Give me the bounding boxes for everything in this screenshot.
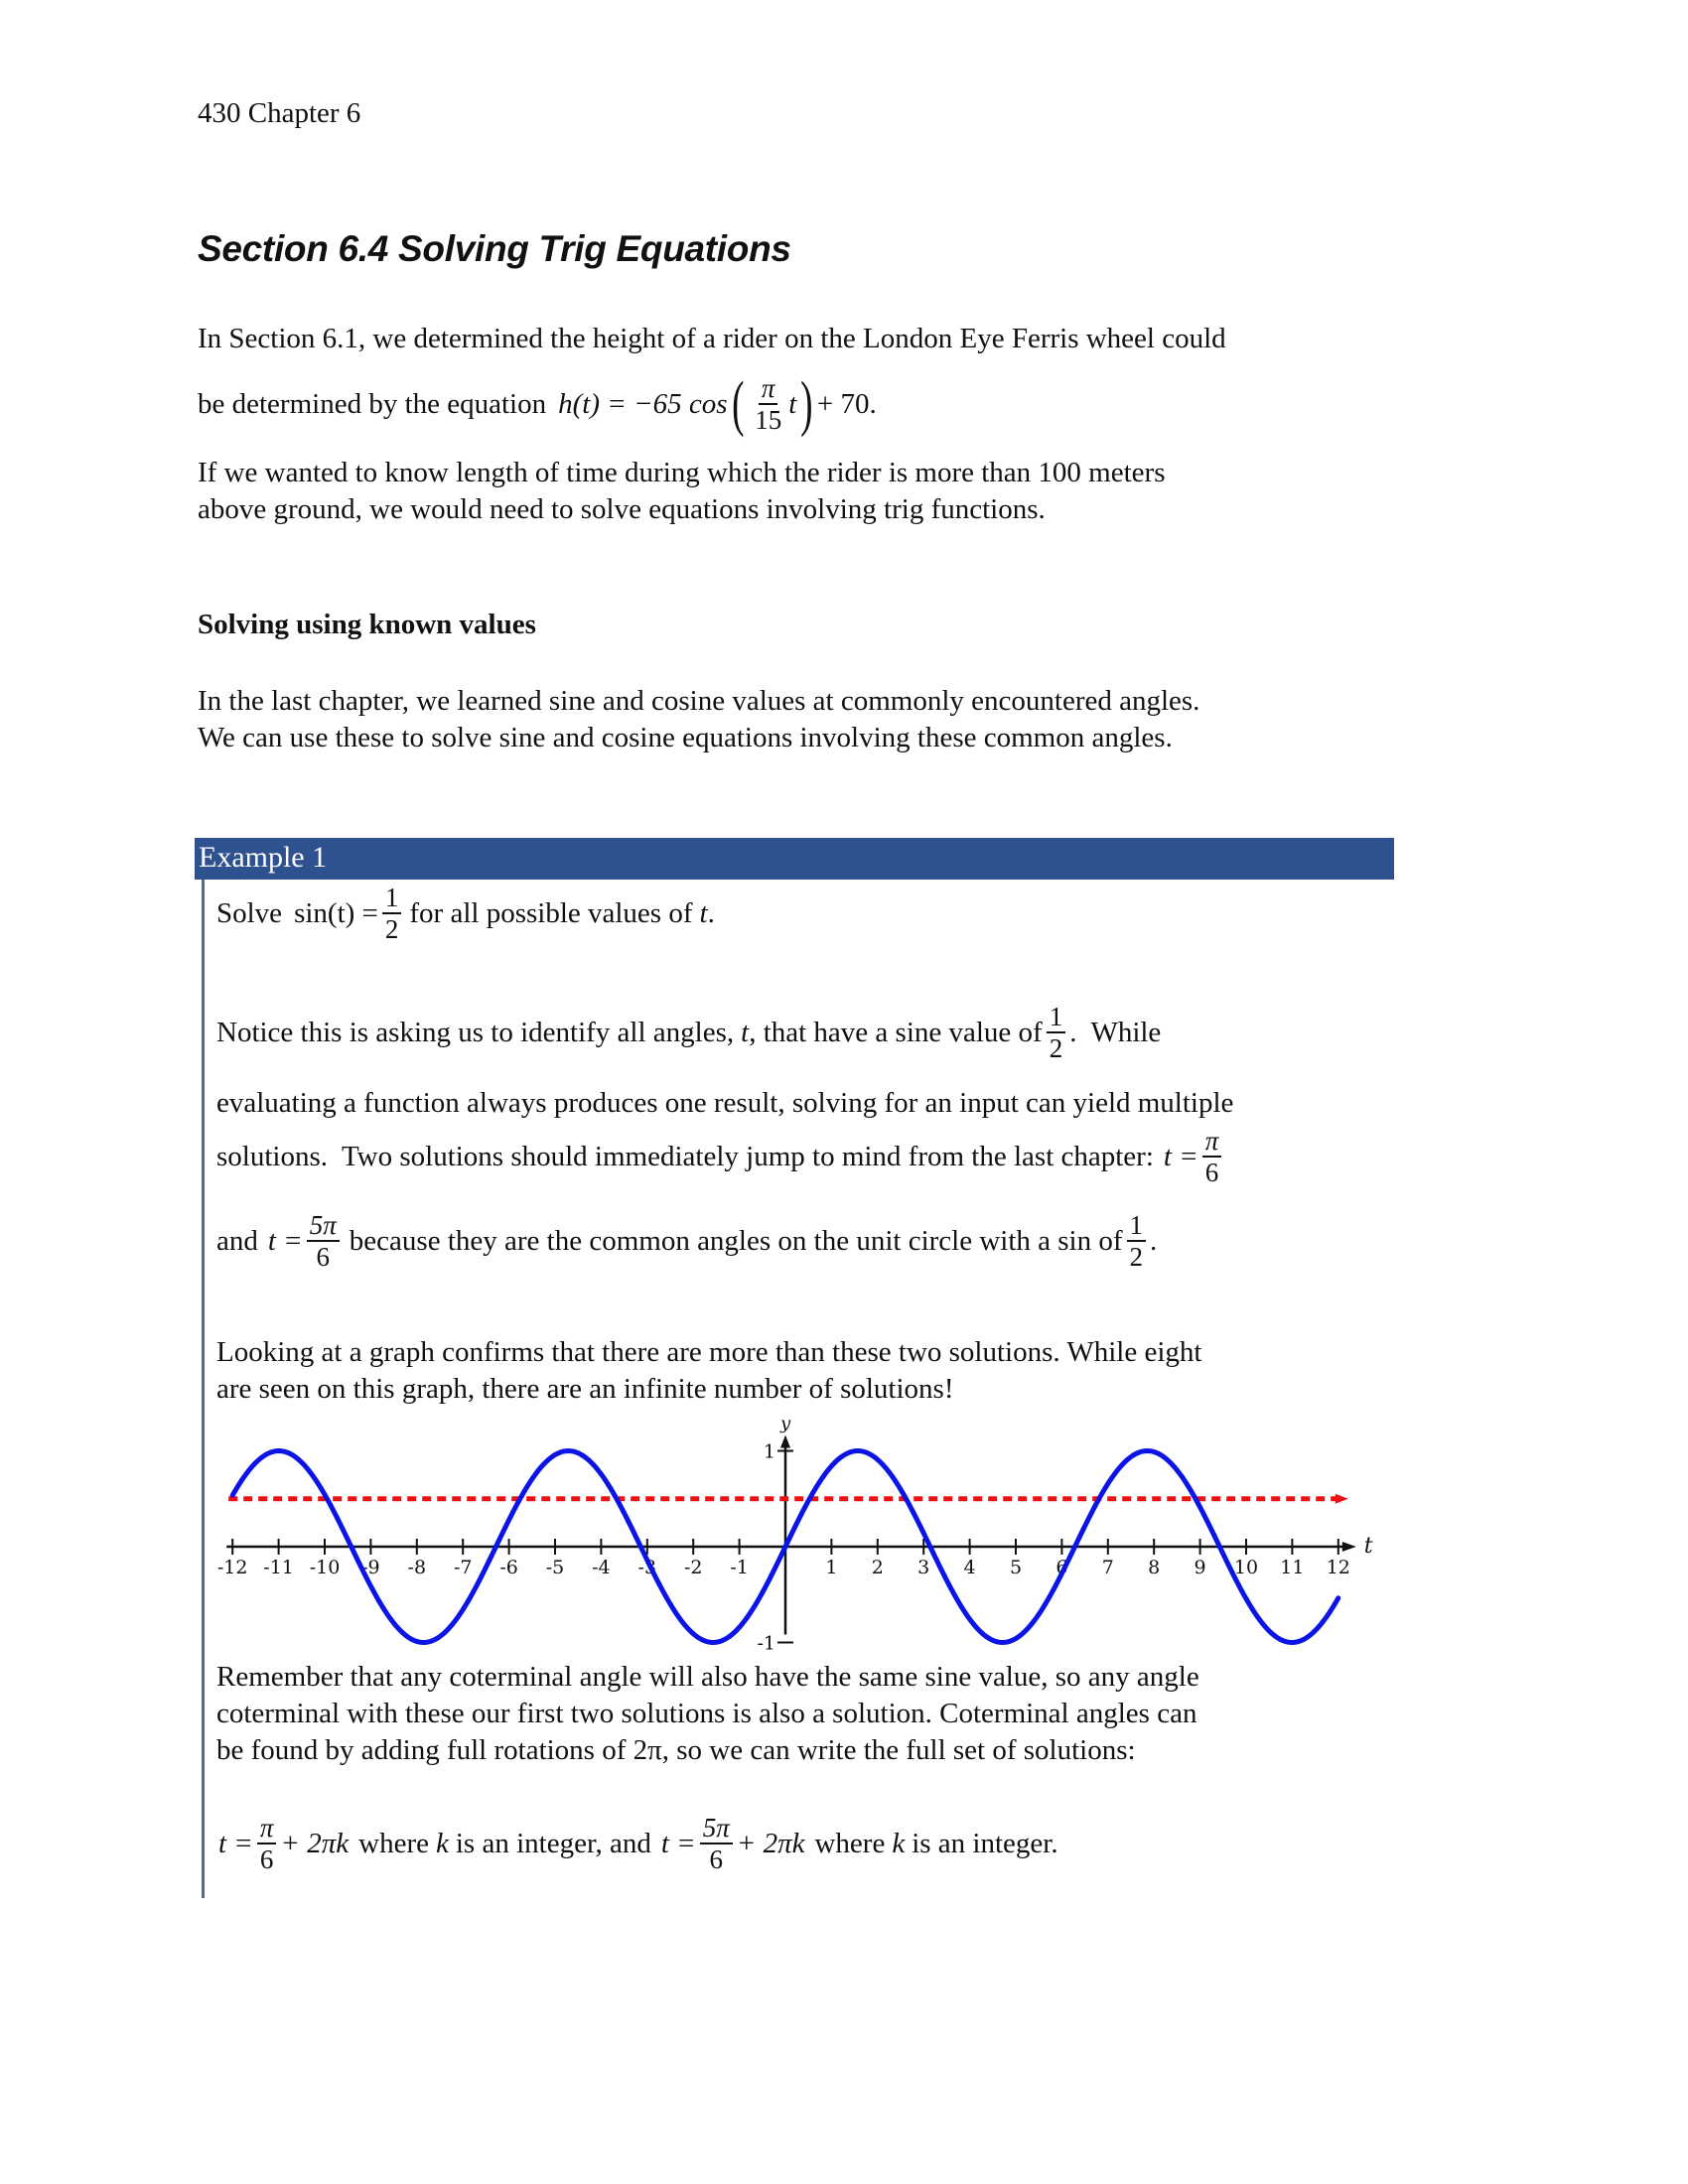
notice-line4-eq: t = <box>267 1224 303 1257</box>
solution-where2-rest: is an integer. <box>912 1827 1058 1859</box>
notice-text: Notice this is asking us to identify all angles, <box>216 1016 735 1048</box>
notice-line-2: evaluating a function always produces one result, solving for an input can yield multiple <box>216 1087 1234 1119</box>
svg-text:-1: -1 <box>757 1632 775 1655</box>
solution-k1: k <box>436 1827 449 1859</box>
svg-text:-9: -9 <box>361 1557 380 1578</box>
fraction-numerator: π <box>759 374 778 405</box>
remember-para-line-1: Remember that any coterminal angle will also have the same sine value, so any angle <box>216 1661 1199 1693</box>
equation-lhs: h(t) = −65 cos <box>558 387 728 420</box>
svg-text:-2: -2 <box>683 1557 703 1578</box>
solution-eq1: t = <box>218 1827 253 1859</box>
fraction-denominator: 2 <box>384 914 399 944</box>
solution-frac2 <box>700 1814 733 1873</box>
solution-plus1: + 2πk <box>280 1827 350 1859</box>
half-line-arrowhead <box>1336 1494 1348 1504</box>
svg-text:5: 5 <box>1009 1557 1023 1578</box>
remember-para-line-3: be found by adding full rotations of 2π, so we can write the full set of solutions: <box>216 1734 1136 1766</box>
svg-text:-12: -12 <box>216 1557 248 1578</box>
problem-prefix: Solve <box>216 896 283 929</box>
problem-suffix: for all possible values of <box>409 896 693 929</box>
svg-text:-7: -7 <box>453 1557 473 1578</box>
subsection-para-line-2: We can use these to solve sine and cosine equations involving these common angles. <box>198 722 1173 753</box>
left-paren: ( <box>731 370 745 438</box>
svg-text:6: 6 <box>1055 1557 1068 1578</box>
fraction-denominator: 6 <box>709 1844 723 1874</box>
solution-set <box>218 1809 1058 1878</box>
fraction-denominator: 6 <box>316 1242 331 1272</box>
graph-para-line-1: Looking at a graph confirms that there are more than these two solutions. While eight <box>216 1336 1202 1368</box>
intro-para2-line-1: If we wanted to know length of time during which the rider is more than 100 meters <box>198 457 1166 488</box>
svg-text:-5: -5 <box>545 1557 565 1578</box>
intro-line-2-text: be determined by the equation <box>198 387 547 420</box>
fraction-numerator: π <box>257 1814 277 1844</box>
intro-para2-line-2: above ground, we would need to solve equations involving trig functions. <box>198 493 1046 525</box>
svg-text:11: 11 <box>1280 1557 1305 1578</box>
solution-eq2: t = <box>660 1827 696 1859</box>
fraction-numerator: 5π <box>700 1814 733 1844</box>
remember-para-line-2: coterminal with these our first two solutions is also a solution. Coterminal angles can <box>216 1698 1197 1729</box>
svg-text:12: 12 <box>1326 1557 1350 1578</box>
subsection-para-line-1: In the last chapter, we learned sine and cosine values at commonly encountered angles. <box>198 685 1200 717</box>
solution-frac1 <box>257 1814 277 1873</box>
problem-end: . <box>707 896 715 929</box>
running-head: 430 Chapter 6 <box>198 97 361 129</box>
svg-text:4: 4 <box>963 1557 976 1578</box>
svg-text:3: 3 <box>917 1557 930 1578</box>
solution-where1-rest: is an integer, and <box>455 1827 651 1859</box>
notice-line4-text: because they are the common angles on the unit circle with a sin of <box>349 1224 1123 1257</box>
fraction-denominator: 2 <box>1049 1033 1063 1063</box>
fraction-denominator: 6 <box>259 1844 274 1874</box>
subsection-heading: Solving using known values <box>198 609 536 640</box>
svg-text:t: t <box>1363 1534 1373 1559</box>
notice-var: t <box>741 1016 750 1048</box>
svg-text:7: 7 <box>1101 1557 1114 1578</box>
problem-var: t <box>699 896 708 929</box>
solution-k2: k <box>892 1827 906 1859</box>
svg-text:-10: -10 <box>309 1557 341 1578</box>
svg-text:-1: -1 <box>730 1557 749 1578</box>
intro-line-1: In Section 6.1, we determined the height of a rider on the London Eye Ferris wheel could <box>198 323 1226 354</box>
fraction-numerator: 5π <box>307 1211 340 1242</box>
right-paren: ) <box>800 370 813 438</box>
notice-rest: , that have a sine value of <box>749 1016 1043 1048</box>
section-title: Section 6.4 Solving Trig Equations <box>198 228 791 269</box>
solution-where1: where <box>358 1827 429 1859</box>
equation-rhs: + 70 <box>816 387 870 420</box>
fraction-numerator: 1 <box>382 884 402 914</box>
fraction-numerator: π <box>1202 1127 1222 1158</box>
fraction-denominator: 2 <box>1129 1242 1144 1272</box>
svg-text:y: y <box>780 1413 791 1434</box>
svg-text:10: 10 <box>1233 1557 1259 1578</box>
svg-text:8: 8 <box>1148 1557 1161 1578</box>
svg-text:1: 1 <box>825 1557 838 1578</box>
problem-func: sin(t) = <box>294 896 378 929</box>
equation-var: t <box>788 387 797 420</box>
svg-text:-6: -6 <box>499 1557 518 1578</box>
svg-text:-3: -3 <box>637 1557 657 1578</box>
example-title: Example 1 <box>199 841 328 874</box>
svg-text:-4: -4 <box>592 1557 611 1578</box>
svg-text:-8: -8 <box>407 1557 427 1578</box>
svg-text:-11: -11 <box>263 1557 294 1578</box>
notice-line3-text: solutions. Two solutions should immediately jump to mind from the last chapter: <box>216 1140 1154 1172</box>
fraction-numerator: 1 <box>1127 1211 1147 1242</box>
solution-plus2: + 2πk <box>736 1827 805 1859</box>
fraction-denominator: 15 <box>755 405 782 435</box>
notice-line3-eq: t = <box>1163 1140 1198 1172</box>
notice-end: . While <box>1069 1016 1162 1048</box>
svg-text:1: 1 <box>763 1440 775 1463</box>
svg-text:2: 2 <box>871 1557 884 1578</box>
notice-and: and <box>216 1224 258 1257</box>
svg-text:9: 9 <box>1194 1557 1206 1578</box>
solution-where2: where <box>814 1827 886 1859</box>
graph-para-line-2: are seen on this graph, there are an infinite number of solutions! <box>216 1373 954 1405</box>
fraction-denominator: 6 <box>1204 1158 1219 1187</box>
equation-end: . <box>869 387 877 420</box>
fraction-numerator: 1 <box>1047 1003 1066 1033</box>
notice-line4-end: . <box>1150 1224 1158 1257</box>
